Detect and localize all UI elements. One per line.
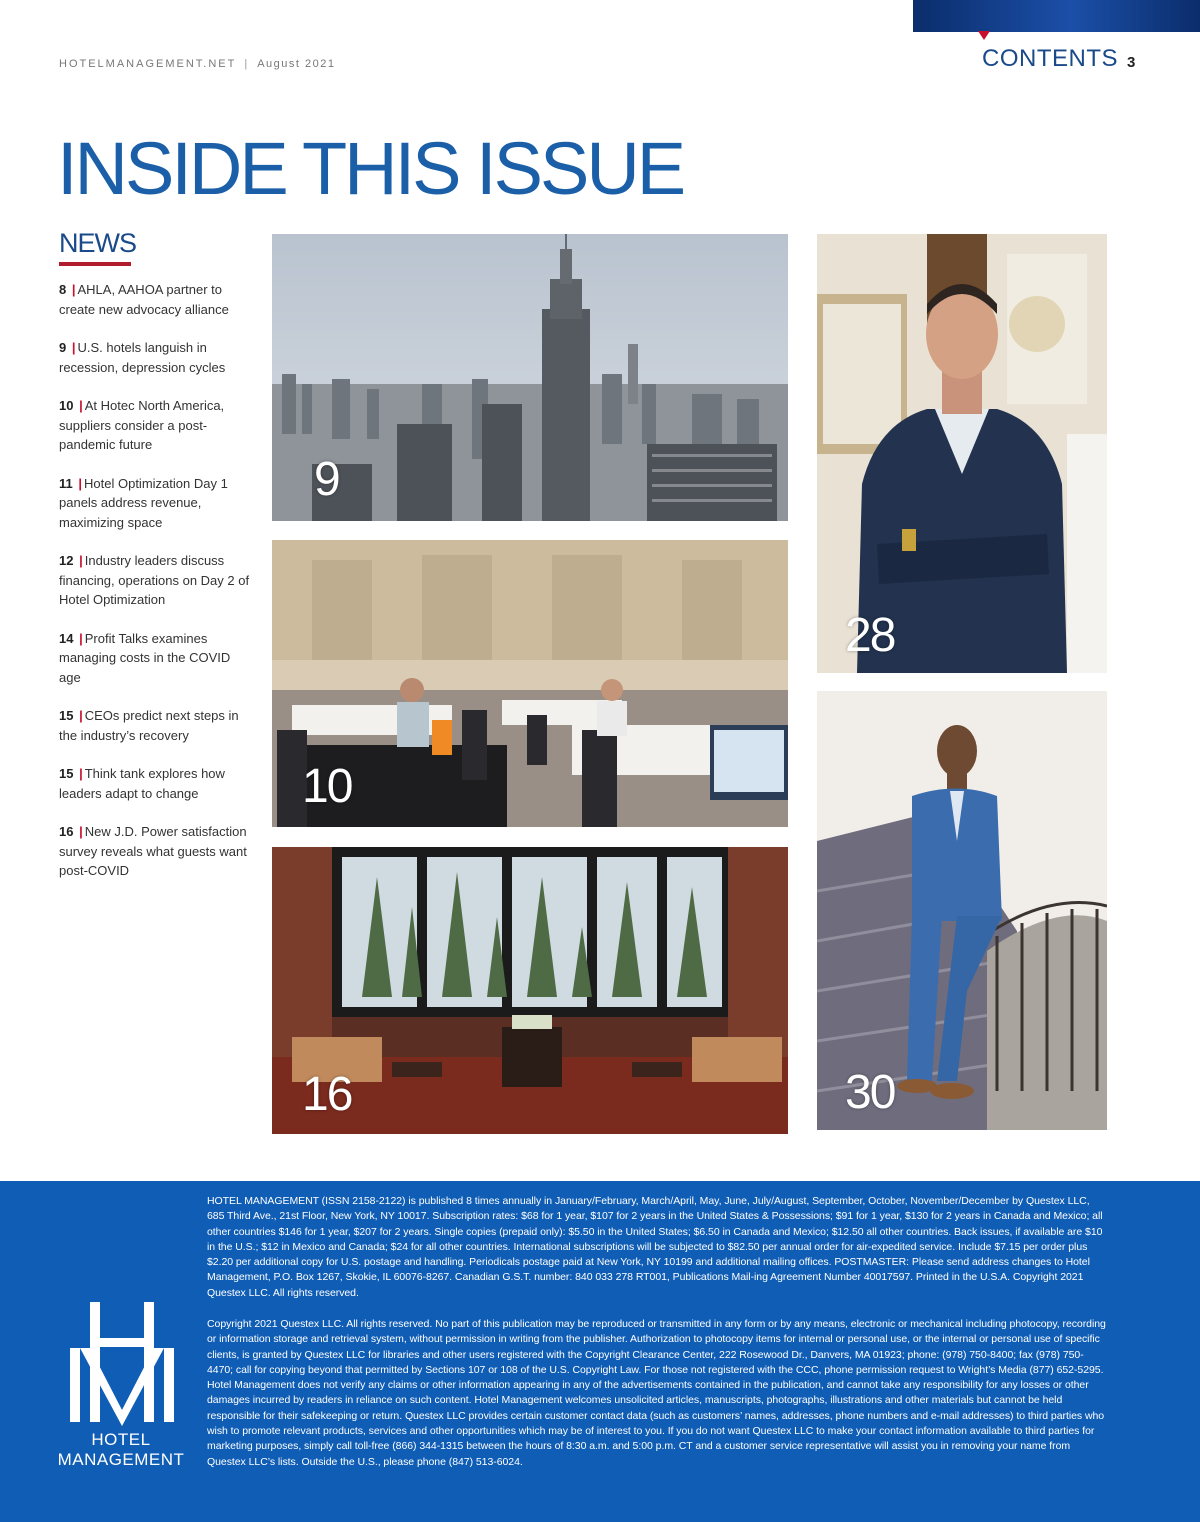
page-number: 3 — [1127, 54, 1136, 71]
lodge-lobby-photo[interactable] — [272, 847, 788, 1134]
news-item-page: 10 — [59, 398, 74, 413]
news-item-page: 15 — [59, 766, 74, 781]
news-item[interactable] — [59, 822, 254, 881]
news-item-page: 14 — [59, 630, 74, 646]
publication-separator: | — [244, 58, 250, 70]
news-item-text: Industry leaders discuss financing, operations on Day 2 of Hotel Optimization — [59, 553, 250, 607]
news-item-text: U.S. hotels languish in recession, depression cycles — [59, 340, 226, 375]
news-item[interactable] — [59, 629, 254, 688]
news-item[interactable] — [59, 764, 254, 803]
news-item-divider: | — [79, 630, 83, 646]
hm-logo-mark — [58, 1298, 186, 1428]
news-item-page: 12 — [59, 553, 74, 568]
news-item-text: Profit Talks examines managing costs in the COVID age — [59, 630, 231, 685]
news-item-divider: | — [79, 398, 83, 413]
top-accent-bar — [913, 0, 1200, 32]
top-accent-notch — [978, 31, 990, 40]
news-heading-rule — [59, 262, 131, 266]
portrait-staircase-photo[interactable] — [817, 691, 1107, 1130]
city-skyline-image — [272, 234, 788, 521]
conference-room-photo[interactable] — [272, 540, 788, 827]
publication-info-text: HOTEL MANAGEMENT (ISSN 2158-2122) is published 8 times annually in January/February, March/April, May, June, July/August, September, October, November/December by Questex LLC, 685 Third Ave., 21st Floor, New York, NY 10017. Subscription rates: $68 for 1 year, $107 for 2 years in the United States & Possessions; $91 for 1 year, $130 for 2 years in Canada and Mexico; all other countries $146 for 1 year, $207 for 2 years. Single copies (prepaid only): $5.50 in the United States; $6.50 in Canada and Mexico; $12.50 all other countries. Back issues, if available are $10 in the U.S.; $12 in Mexico and Canada; $24 for all other countries. International subscriptions will be subjected to $82.50 per annual order for air-expedited service. Include $7.15 per order plus $2.20 per additional copy for U.S. postage and handling. Periodicals postage paid at New York, NY 10199 and additional mailing offices. POSTMASTER: Please send address changes to Hotel Management, P.O. Box 1267, Skokie, IL 60076-8267. Canadian G.S.T. number: 840 033 278 RT001, Publications Mail-ing Agreement Number 40017597. Printed in the U.S.A. Copyright 2021 Questex LLC. All rights reserved. — [207, 1195, 1103, 1299]
news-item-text: Hotel Optimization Day 1 panels address revenue, maximizing space — [59, 475, 228, 530]
page-ref-number: 28 — [845, 609, 895, 662]
news-item[interactable] — [59, 280, 254, 319]
news-item-divider: | — [71, 340, 76, 355]
page-ref-number: 30 — [845, 1066, 895, 1119]
news-item-divider: | — [79, 766, 83, 781]
news-item-text: CEOs predict next steps in the industry’s recovery — [59, 708, 239, 743]
news-item-page: 11 — [59, 475, 73, 491]
news-item-divider: | — [71, 282, 76, 297]
news-item-text: At Hotec North America, suppliers consider a post-pandemic future — [59, 398, 225, 452]
publication-line — [59, 58, 336, 70]
section-label: CONTENTS — [982, 45, 1118, 72]
news-item-divider: | — [79, 553, 83, 568]
news-item-text: AHLA, AAHOA partner to create new advocacy alliance — [59, 282, 229, 317]
page-ref-number: 16 — [302, 1068, 352, 1121]
page-ref-number: 10 — [302, 760, 352, 813]
news-item[interactable] — [59, 338, 254, 377]
news-list — [59, 280, 254, 881]
news-item[interactable] — [59, 551, 254, 610]
logo-text-line1: HOTEL — [91, 1430, 151, 1449]
news-item-page: 15 — [59, 708, 74, 723]
news-item-divider: | — [79, 824, 83, 839]
news-item-divider: | — [78, 475, 83, 491]
news-heading: NEWS — [59, 228, 136, 258]
news-item-text: New J.D. Power satisfaction survey reveals what guests want post-COVID — [59, 824, 247, 878]
news-item-page: 9 — [59, 340, 67, 355]
page-ref-number: 9 — [314, 453, 339, 506]
news-item-divider: | — [79, 708, 83, 723]
copyright-text: Copyright 2021 Questex LLC. All rights reserved. No part of this publication may be reproduced or transmitted in any form or by any means, electronic or mechanical including photocopy, recording or information storage and retrieval system, without permission in writing from the publisher. Authorization to photocopy items for internal or personal use, or the internal or personal use of specific clients, is granted by Questex LLC for libraries and other users registered with the Copyright Clearance Center, 222 Rosewood Dr., Danvers, MA 01923; phone: (978) 750-8400; fax (978) 750-4470; call for copying beyond that permitted by Sections 107 or 108 of the U.S. Copyright Law. For those not registered with the CCC, phone permission request to Wright’s Media (877) 652-5295. Hotel Management does not verify any claims or other information appearing in any of the advertisements contained in the publication, and cannot take any responsibility for any losses or other damages incurred by readers in reliance on such content. Hotel Management welcomes unsolicited articles, manuscripts, photographs, illustrations and other materials but cannot be held responsible for their safekeeping or return. Questex LLC provides certain customer contact data (such as customers’ names, addresses, phone numbers and e-mail addresses) to third parties who wish to promote relevant products, services and other opportunities which may be of interest to you. If you do not want Questex LLC to make your contact information available to third parties for marketing purposes, simply call toll-free (866) 344-1315 between the hours of 8:30 a.m. and 5:00 p.m. CT and a customer service representative will assist you in removing your name from Questex LLC’s lists. Outside the U.S., please phone (847) 513-6024. — [207, 1318, 1106, 1468]
news-item-page: 8 — [59, 282, 67, 297]
portrait-crossed-arms-photo[interactable] — [817, 234, 1107, 673]
news-item-page: 16 — [59, 824, 74, 839]
news-item[interactable] — [59, 706, 254, 745]
news-item[interactable] — [59, 396, 254, 455]
logo-text-line2: MANAGEMENT — [57, 1450, 185, 1469]
news-item[interactable] — [59, 474, 254, 533]
publication-name: HOTELMANAGEMENT.NET — [59, 58, 237, 70]
city-skyline-photo[interactable] — [272, 234, 788, 521]
issue-date: August 2021 — [257, 58, 336, 70]
page-title: INSIDE THIS ISSUE — [57, 127, 684, 210]
news-item-text: Think tank explores how leaders adapt to change — [59, 766, 225, 801]
